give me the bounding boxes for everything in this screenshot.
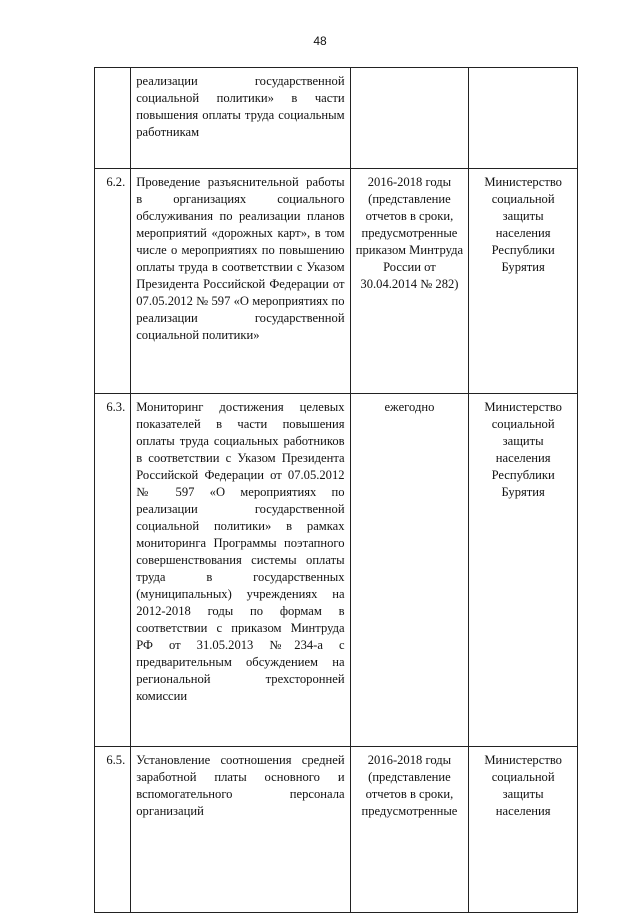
table-row	[95, 394, 578, 747]
table-row	[95, 169, 578, 394]
measure-description: Проведение разъяснительной работы в организациях социального обслуживания по реализации планов мероприятий «дорожных карт», в том числе о мероприятиях по повышению оплаты труда в соответствии с Указом Президента Российской Федерации от 07.05.2012 № 597 «О мероприятиях по реализации государственной социальной политики»	[131, 169, 350, 394]
measure-executor: Министерство социальной защиты населения Республики Бурятия	[469, 169, 578, 394]
measure-executor: Министерство социальной защиты населения Республики Бурятия	[469, 394, 578, 747]
measure-deadline	[350, 68, 469, 169]
row-number: 6.5.	[95, 747, 131, 913]
row-number	[95, 68, 131, 169]
row-number: 6.2.	[95, 169, 131, 394]
measure-description: реализации государственной социальной политики» в части повышения оплаты труда социальным работникам	[131, 68, 350, 169]
measure-deadline: 2016-2018 годы (представление отчетов в сроки, предусмотренные приказом Минтруда России от 30.04.2014 № 282)	[350, 169, 469, 394]
measure-description: Мониторинг достижения целевых показателей в части повышения оплаты труда социальных работников в соответствии с Указом Президента Российской Федерации от 07.05.2012 № 597 «О мероприятиях по реализации государственной социальной политики» в рамках мониторинга Программы поэтапного совершенствования системы оплаты труда в государственных (муниципальных) учреждениях на 2012-2018 годы по формам в соответствии с приказом Минтруда РФ от 31.05.2013 №234-а с предварительным обсуждением на региональной трехсторонней комиссии	[131, 394, 350, 747]
measure-executor: Министерство социальной защиты населения	[469, 747, 578, 913]
measure-deadline: ежегодно	[350, 394, 469, 747]
measures-table	[94, 67, 578, 913]
table-row	[95, 68, 578, 169]
measure-description: Установление соотношения средней заработной платы основного и вспомогательного персонала организаций	[131, 747, 350, 913]
table-row	[95, 747, 578, 913]
page-number: 48	[313, 34, 327, 48]
row-number: 6.3.	[95, 394, 131, 747]
measure-deadline: 2016-2018 годы (представление отчетов в сроки, предусмотренные	[350, 747, 469, 913]
measure-executor	[469, 68, 578, 169]
